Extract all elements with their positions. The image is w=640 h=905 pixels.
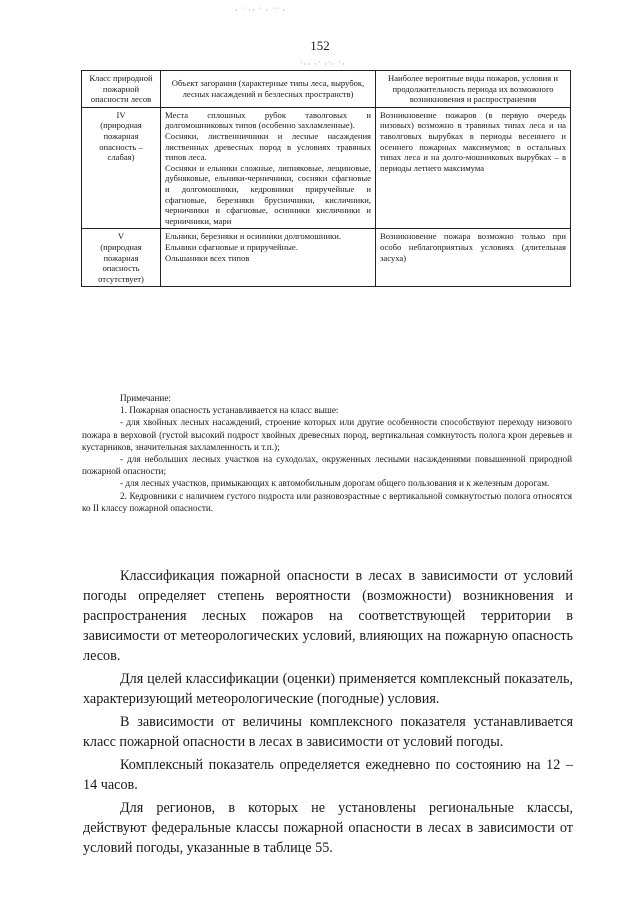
class-description: (природная пожарная опасность – слабая) (99, 120, 143, 163)
class-cell (82, 107, 161, 229)
class-number: IV (116, 109, 126, 120)
object-item: Сосняки и ельники сложные, липняковые, лещиновые, дубняковые, ельники-черничники, сосняки сфагновые и долгомошники, кедровники приручейные и сфагновые, березняки брусничники, кисличники, черничники и сфагновые, осинники кисличники и черничники, мари (165, 162, 371, 226)
table-row (82, 107, 571, 229)
fire-types-cell (376, 229, 571, 287)
header-fire-types: Наиболее вероятные виды пожаров, условия и продолжительность периода их возможного возникновения и распространения (376, 71, 571, 108)
paragraph: Для регионов, в которых не установлены региональные классы, действуют федеральные классы пожарной опасности в лесах в зависимости от условий погоды, указанные в таблице 55. (83, 800, 573, 856)
object-item: Места сплошных рубок таволговых и долгомошниковых типов (особенно захламленные). (165, 109, 371, 131)
fire-type-item: Возникновение пожара возможно только при особо неблагоприятных условиях (длительная засуха) (380, 231, 566, 263)
note-item: - для хвойных лесных насаждений, строение которых или другие особенности способствуют переходу низового пожара в верховой (густой высокий подрост хвойных древесных пород, вертикальная сомкнутость полога крон деревьев и кустарников, значительная захламленность и т.п.); (82, 417, 572, 452)
object-item: Ольшаники всех типов (165, 252, 250, 263)
object-cell (161, 229, 376, 287)
note-item: 1. Пожарная опасность устанавливается на класс выше: (120, 405, 339, 416)
paragraph: В зависимости от величины комплексного показателя устанавливается класс пожарной опасности в лесах в зависимости от условий погоды. (83, 714, 573, 750)
object-item: Ельники сфагновые и приручейные. (165, 241, 298, 252)
class-description: (природная пожарная опасность отсутствует) (98, 241, 144, 284)
class-cell (82, 229, 161, 287)
paragraph: Классификация пожарной опасности в лесах в зависимости от условий погоды определяет степень вероятности (возможности) возникновения и распространения лесных пожаров на соответствующей территории в зависимости от метеорологических условий, влияющих на пожарную опасность лесов. (83, 568, 573, 664)
notes-title: Примечание: (120, 393, 171, 403)
table-row (82, 229, 571, 287)
paragraph: Для целей классификации (оценки) применяется комплексный показатель, характеризующий метеорологические (погодные) условия. (83, 671, 573, 707)
note-item: - для лесных участков, примыкающих к автомобильным дорогам общего пользования и к железным дорогам. (120, 478, 550, 489)
object-item: Ельники, березняки и осинники долгомошники. (165, 231, 342, 242)
fire-types-cell (376, 107, 571, 229)
scan-noise-top: · ˙ ·· ˙ · ˙˙ · (235, 6, 286, 15)
fire-class-table (81, 70, 571, 287)
header-object: Объект загорания (характерные типы леса, вырубок, лесных насаждений и безлесных пространств) (161, 71, 376, 108)
notes-section (82, 392, 572, 514)
object-cell (161, 107, 376, 229)
class-number: V (117, 231, 125, 242)
fire-type-item: Возникновение пожаров (в первую очередь низовых) возможно в травяных типах леса и на таволговых вырубках в периоды весеннего и осеннего пожарных максимумов; в остальных типах леса и на долго-мошниковых вырубках – в периоды летнего максимума (380, 109, 566, 173)
note-item: - для небольших лесных участков на суходолах, окруженных лесными насаждениями повышенной природной пожарной опасности; (82, 454, 572, 477)
scan-noise-right: ˙·· ·˙ ·˙· ˙· (300, 60, 346, 69)
object-item: Сосняки, лиственничники и лесные насаждения лиственных древесных пород в условиях травяных типов леса. (165, 130, 371, 163)
note-item: 2. Кедровники с наличием густого подроста или разновозрастные с вертикальной сомкнутостью полога относятся ко II классу пожарной опасности. (82, 490, 572, 513)
table-body (82, 107, 571, 287)
paragraph: Комплексный показатель определяется ежедневно по состоянию на 12 – 14 часов. (83, 757, 573, 793)
main-text (83, 566, 573, 861)
page-number: 152 (310, 38, 330, 53)
header-class: Класс природной пожарной опасности лесов (82, 71, 161, 108)
table-header-row (82, 71, 571, 108)
